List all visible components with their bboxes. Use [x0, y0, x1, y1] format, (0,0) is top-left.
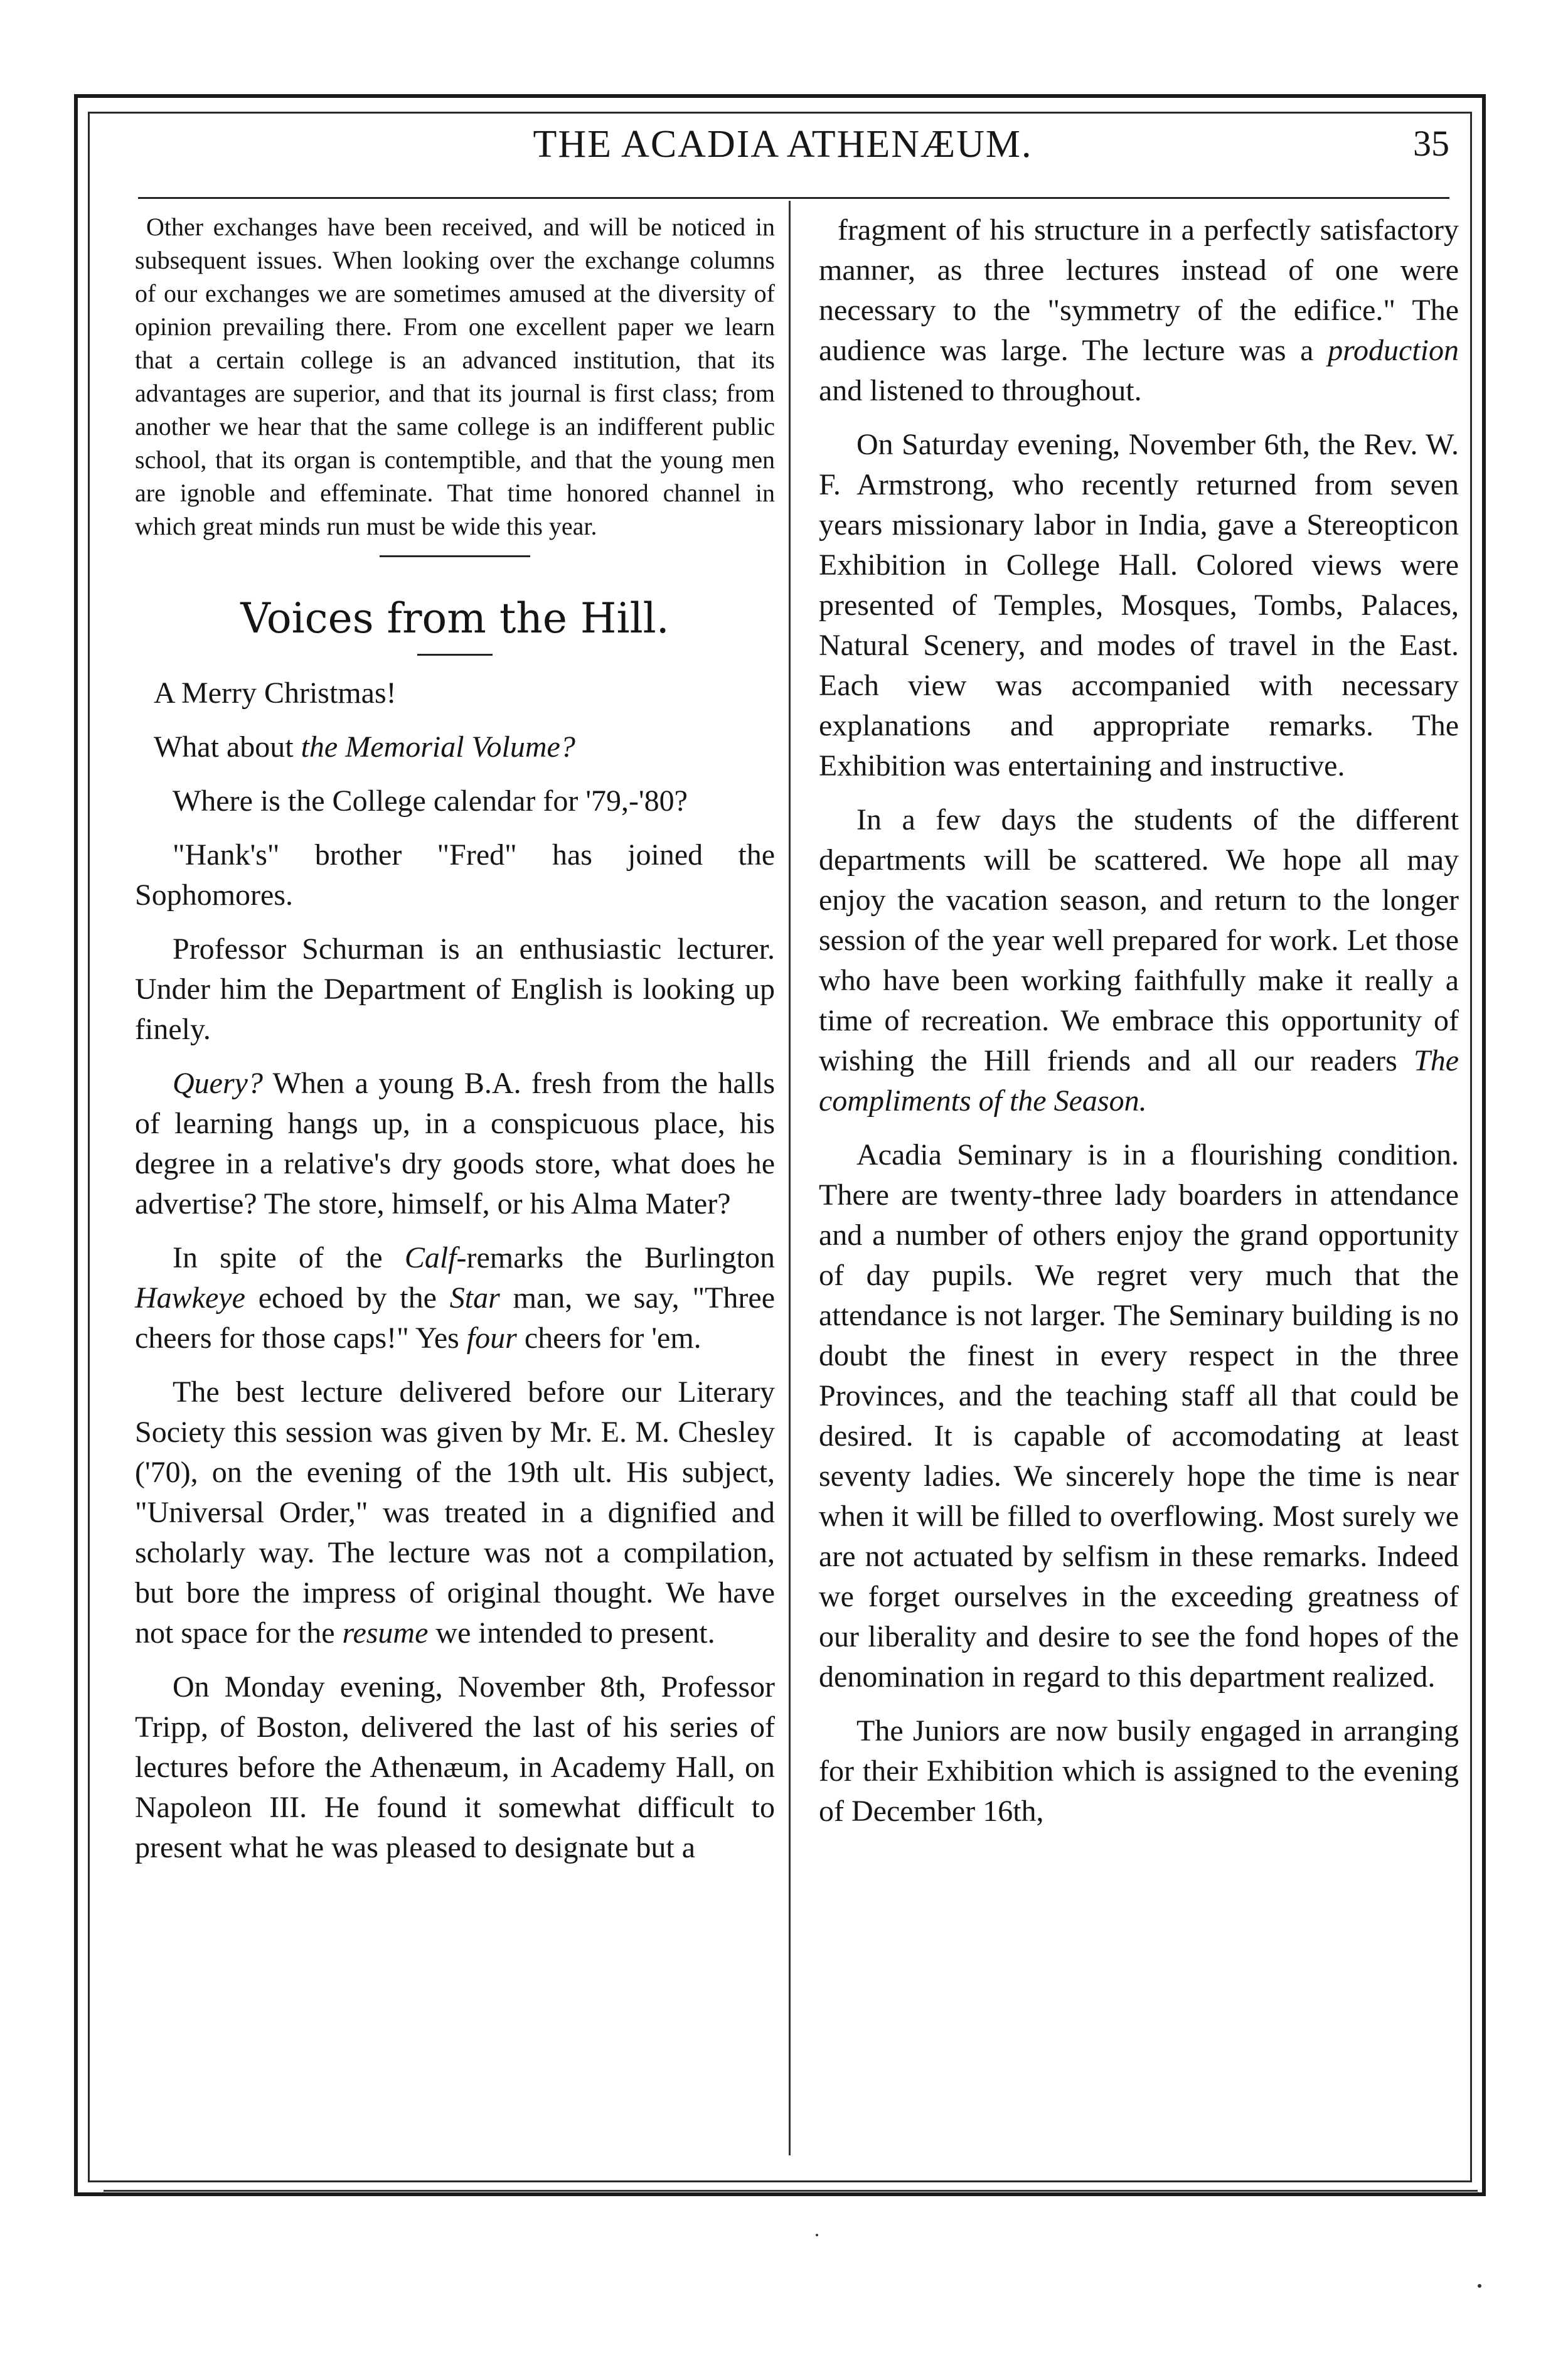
item-memorial-volume — [135, 727, 775, 767]
item-calendar: Where is the College calendar for '79,-'80? — [173, 784, 688, 818]
running-head — [116, 122, 1449, 191]
header-rule — [138, 197, 1449, 199]
item-armstrong: On Saturday evening, November 6th, the Rev. W. F. Armstrong, who recently returned from seven years missionary labor in India, gave a Stereopticon Exhibition in College Hall. Colored views were presented of Temples, Mosques, Tombs, Palaces, Natural Scenery, and modes of travel in the East. Each view was accompanied with necessary explanations and appropriate remarks. The Exhibition was entertaining and instructive. — [819, 428, 1459, 782]
section-rule — [380, 555, 530, 557]
bottom-rule — [104, 2190, 1478, 2192]
memorial-prefix: What about — [154, 730, 301, 764]
page-number: 35 — [1413, 123, 1449, 164]
item-calf-remarks — [135, 1238, 775, 1358]
item-chesley-lecture — [135, 1372, 775, 1653]
title-rule — [417, 654, 493, 656]
query-rest: When a young B.A. fresh from the halls of learning hangs up, in a conspicuous place, his degree in a relative's dry goods store, what does he advertise? The store, himself, or his Alma Mater? — [135, 1067, 775, 1220]
calf-text-3: echoed by the — [245, 1281, 450, 1315]
item-fragment — [819, 210, 1459, 411]
item-tripp-lecture: On Monday evening, November 8th, Professor Tripp, of Boston, delivered the last of his series of lectures before the Athenæum, in Academy Hall, on Napoleon III. He found it somewhat difficult to present what he was pleased to designate but a — [135, 1670, 775, 1864]
vacation-italic: The compliments of the Season. — [819, 1044, 1459, 1118]
item-vacation — [819, 800, 1459, 1121]
fragment-italic: production — [1328, 334, 1459, 367]
column-divider — [789, 201, 791, 2155]
fragment-text-1: fragment of his structure in a perfectly satisfactory manner, as three lectures instead of one were necessary to the "symmetry of the edifice." The audience was large. The lecture was a — [819, 213, 1459, 367]
item-query — [135, 1064, 775, 1224]
ink-speck — [1478, 2284, 1481, 2288]
item-hank: "Hank's" brother "Fred" has joined the Sophomores. — [135, 838, 775, 912]
running-title: THE ACADIA ATHENÆUM. — [533, 123, 1033, 166]
calf-hawkeye: Hawkeye — [135, 1281, 245, 1315]
calf-four: four — [466, 1321, 517, 1355]
ink-speck — [816, 2234, 818, 2236]
exchanges-paragraph: Other exchanges have been received, and will be noticed in subsequent issues. When looking over the exchange columns of our exchanges we are sometimes amused at the diversity of opinion prevailing there. From one excellent paper we learn that a certain college is an advanced institution, that its advantages are superior, and that its journal is first class; from another we hear that the same college is an indifferent public school, that its organ is contemptible, and that the young men are ignoble and effeminate. That time honored channel in which great minds run must be wide this year. — [135, 213, 775, 540]
fragment-text-2: and listened to throughout. — [819, 374, 1142, 407]
memorial-italic: the Memorial Volume? — [301, 730, 575, 764]
calf-italic: Calf — [404, 1241, 457, 1274]
item-schurman: Professor Schurman is an enthusiastic lecturer. Under him the Department of English is looking up finely. — [135, 932, 775, 1046]
item-merry-christmas: A Merry Christmas! — [154, 676, 397, 710]
calf-star: Star — [449, 1281, 500, 1315]
vacation-text: In a few days the students of the different departments will be scattered. We hope all may enjoy the vacation season, and return to the longer session of the year well prepared for work. Let those who have been working faithfully make it really a time of recreation. We embrace this opportunity of wishing the Hill friends and all our readers — [819, 803, 1459, 1077]
item-juniors: The Juniors are now busily engaged in arranging for their Exhibition which is assigned to the evening of December 16th, — [819, 1714, 1459, 1828]
calf-text-4: man, we say, "Three cheers for those caps!" Yes — [135, 1281, 775, 1355]
query-italic: Query? — [173, 1067, 263, 1100]
calf-text-2: -remarks the Burlington — [456, 1241, 775, 1274]
left-column — [135, 210, 775, 1882]
item-seminary: Acadia Seminary is in a flourishing condition. There are twenty-three lady boarders in attendance and a number of others enjoy the grand opportunity of day pupils. We regret very much that the attendance is not larger. The Seminary building is no doubt the finest in every respect in the three Provinces, and the teaching staff all that could be desired. It is capable of accomodating at least seventy ladies. We sincerely hope the time is near when it will be filled to overflowing. Most surely we are not actuated by selfism in these remarks. Indeed we forget ourselves in the exceeding greatness of our liberality and desire to see the fond hopes of the denomination in regard to this department realized. — [819, 1138, 1459, 1694]
lecture-text-1: The best lecture delivered before our Literary Society this session was given by Mr. E. M. Chesley ('70), on the evening of the 19th ult. His subject, "Universal Order," was treated in a dignified and scholarly way. The lecture was not a compilation, but bore the impress of original thought. We have not space for the — [135, 1375, 775, 1650]
section-title: Voices from the Hill. — [240, 594, 669, 643]
right-column — [819, 210, 1459, 1845]
calf-text-5: cheers for 'em. — [516, 1321, 701, 1355]
calf-text-1: In spite of the — [173, 1241, 405, 1274]
lecture-italic: resume — [342, 1616, 429, 1650]
lecture-text-2: we intended to present. — [428, 1616, 715, 1650]
